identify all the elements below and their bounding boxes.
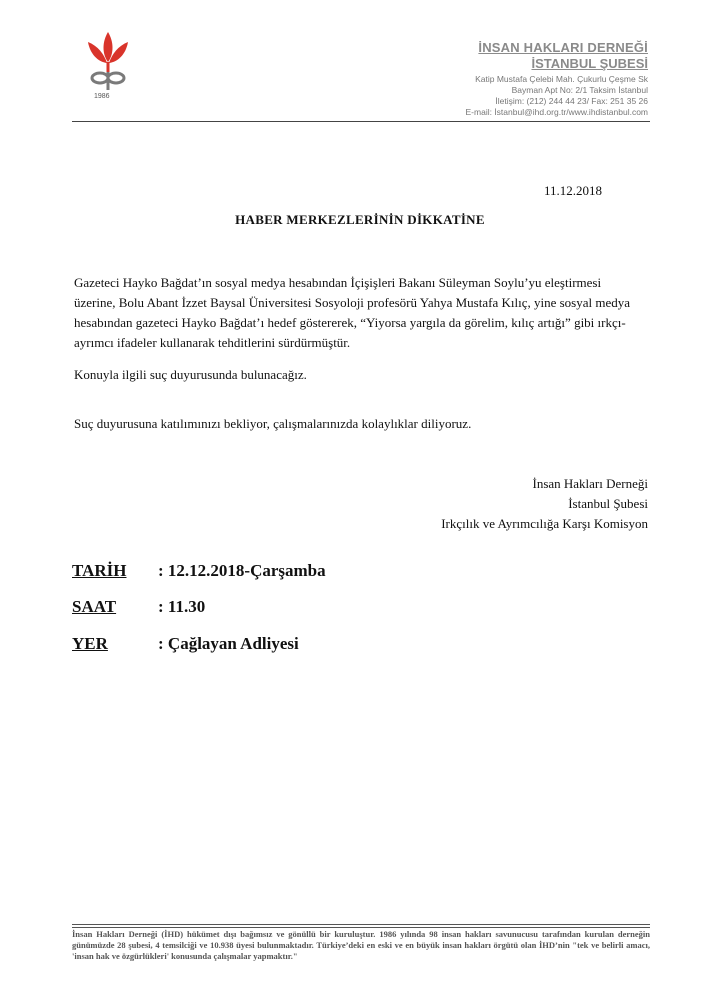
event-place-row — [72, 634, 299, 654]
footer-divider-inner — [72, 927, 650, 928]
paragraph-announcement: Konuyla ilgili suç duyurusunda bulunacağız. — [74, 367, 307, 382]
address-line-1: Katip Mustafa Çelebi Mah. Çukurlu Çeşme Sk — [475, 74, 648, 84]
event-place-label: YER — [72, 634, 108, 653]
signature-branch: İstanbul Şubesi — [568, 496, 648, 511]
email-line: E-mail: İstanbul@ihd.org.tr/www.ihdistanbul.com — [465, 107, 648, 117]
organization-header — [466, 40, 648, 118]
footer-text: İnsan Hakları Derneği (İHD) hükümet dışı bağımsız ve gönüllü bir kuruluştur. 1986 yılında 98 insan hakları savunucusu tarafından kurulan derneğin günümüzde 28 şubesi, 4 temsilciği ve 10.938 üyesi bulunmaktadır. Türkiye’deki en eski ve en büyük insan hakları örgütü olan İHD’nin "tek ve belirli amacı, 'insan hak ve özgürlükleri' konusunda çalışmalar yapmaktır." — [72, 929, 650, 961]
signature-commission: Irkçılık ve Ayrımcılığa Karşı Komisyon — [441, 516, 648, 531]
signature-block — [441, 474, 648, 534]
footer-divider — [72, 924, 650, 925]
logo-year: 1986 — [94, 93, 110, 100]
org-name: İNSAN HAKLARI DERNEĞİ — [478, 40, 648, 55]
event-time-label: SAAT — [72, 597, 117, 616]
event-time-value: : 11.30 — [158, 597, 206, 616]
address-line-2: Bayman Apt No: 2/1 Taksim İstanbul — [511, 85, 648, 95]
letter-title: HABER MERKEZLERİNİN DİKKATİNE — [235, 212, 485, 227]
letter-date: 11.12.2018 — [543, 183, 602, 198]
contact-line: İletişim: (212) 244 44 23/ Fax: 251 35 26 — [495, 96, 648, 106]
paragraph-invitation: Suç duyurusuna katılımınızı bekliyor, çalışmalarınızda kolaylıklar diliyoruz. — [74, 416, 472, 431]
event-date-row — [72, 561, 326, 581]
event-date-label: TARİH — [72, 561, 127, 580]
signature-org: İnsan Hakları Derneği — [532, 476, 648, 491]
event-place-value: : Çağlayan Adliyesi — [158, 634, 299, 653]
org-branch: İSTANBUL ŞUBESİ — [531, 56, 648, 71]
event-date-value: : 12.12.2018-Çarşamba — [158, 561, 326, 580]
header-divider — [72, 121, 650, 122]
event-time-row — [72, 597, 205, 617]
paragraph-main: Gazeteci Hayko Bağdat’ın sosyal medya hesabından İçişişleri Bakanı Süleyman Soylu’yu eleştirmesi üzerine, Bolu Abant İzzet Baysal Üniversitesi Sosyoloji profesörü Yahya Mustafa Kılıç, yine sosyal medya hesabından gazeteci Hayko Bağdat’ı hedef göstererek, “Yiyorsa yargıla da görelim, kılıç artığı” gibi ırkçı-ayrımcı ifadeler kullanarak tehditlerini sürdürmüştür. — [74, 275, 631, 350]
